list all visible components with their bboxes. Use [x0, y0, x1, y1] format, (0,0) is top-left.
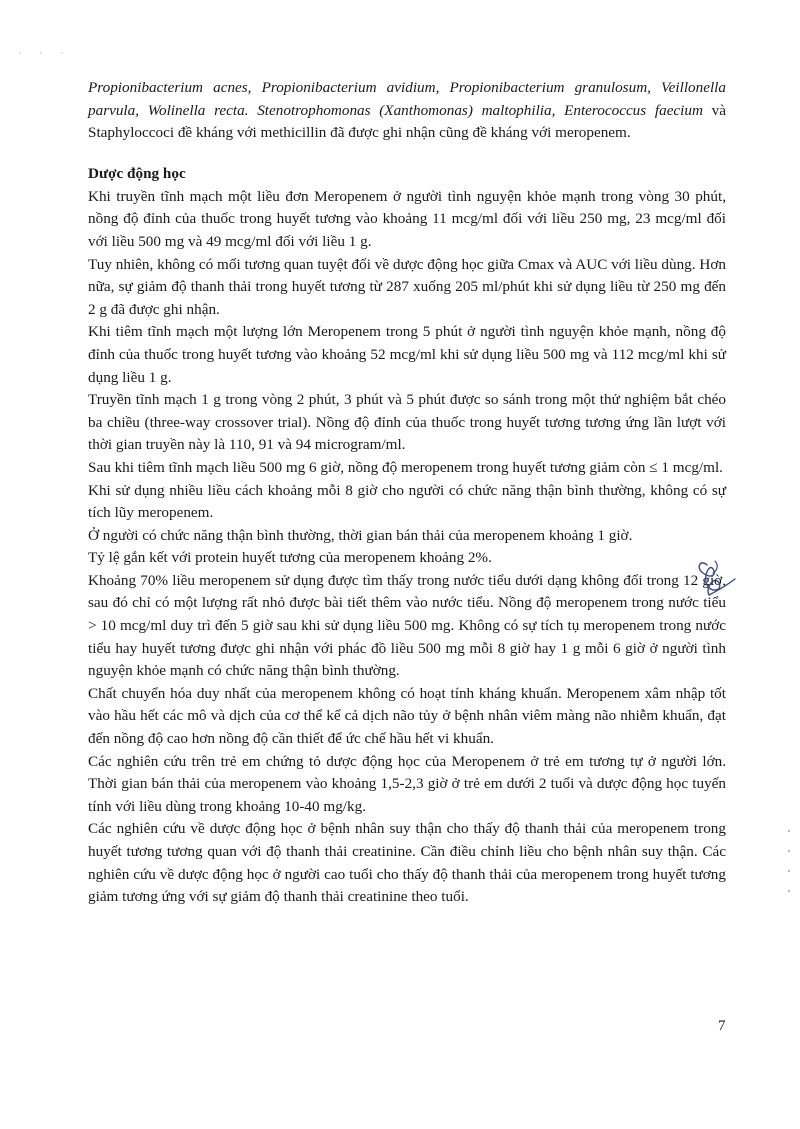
intro-paragraph — [88, 77, 726, 145]
section-heading-pharmacokinetics: Dược động học — [88, 164, 186, 182]
scan-artifact-marks-right — [786, 830, 792, 930]
paragraph-3: Khi tiêm tĩnh mạch một lượng lớn Meropenem trong 5 phút ở người tình nguyện khỏe mạnh, nồng độ đỉnh của thuốc trong huyết tương vào khoảng 52 mcg/ml khi sử dụng liều 500 mg và 112 mcg/ml khi sử dụng liều 1 g. — [88, 323, 726, 386]
paragraph-9: Khoảng 70% liều meropenem sử dụng được tìm thấy trong nước tiểu dưới dạng không đổi trong 12 giờ, sau đó chỉ có một lượng rất nhỏ được bài tiết thêm vào nước tiểu. Nồng độ meropenem trong nước tiểu > 10 mcg/ml duy trì đến 5 giờ sau khi sử dụng liều 500 mg. Không có sự tích tụ meropenem trong nước tiểu hay huyết tương được ghi nhận với phác đồ liều 500 mg mỗi 8 giờ hay 1 g mỗi 6 giờ ở người tình nguyện khỏe mạnh có chức năng thận bình thường. — [88, 571, 726, 680]
paragraph-1: Khi truyền tĩnh mạch một liều đơn Meropenem ở người tình nguyện khỏe mạnh trong vòng 30 phút, nồng độ đỉnh của thuốc trong huyết tương vào khoảng 11 mcg/ml đối với liều 250 mg, 23 mcg/ml đối với liều 500 mg và 49 mcg/ml đối với liều 1 g. — [88, 187, 726, 250]
paragraph-5: Sau khi tiêm tĩnh mạch liều 500 mg 6 giờ, nồng độ meropenem trong huyết tương giảm còn ≤ 1 mcg/ml. — [88, 458, 723, 476]
paragraph-2: Tuy nhiên, không có mối tương quan tuyệt đối về dược động học giữa Cmax và AUC với liều dùng. Hơn nữa, sự giảm độ thanh thải trong huyết tương từ 287 xuống 205 ml/phút khi sử dụng liều từ 250 mg đến 2 g đã được ghi nhận. — [88, 255, 726, 318]
paragraph-6: Khi sử dụng nhiều liều cách khoảng mỗi 8 giờ cho người có chức năng thận bình thường, không có sự tích lũy meropenem. — [88, 481, 726, 522]
intro-normal-text: và Staphyloccoci đề kháng với methicillin đã được ghi nhận cũng đề kháng với meropenem. — [88, 101, 726, 142]
paragraph-8: Tỷ lệ gắn kết với protein huyết tương của meropenem khoảng 2%. — [88, 549, 492, 567]
scan-artifact-marks: · · · — [18, 48, 72, 58]
document-page-content — [88, 77, 726, 909]
paragraph-7: Ở người có chức năng thận bình thường, thời gian bán thải của meropenem khoảng 1 giờ. — [88, 526, 633, 544]
paragraph-10: Chất chuyển hóa duy nhất của meropenem không có hoạt tính kháng khuẩn. Meropenem xâm nhập tốt vào hầu hết các mô và dịch của cơ thể kể cả dịch não tủy ở bệnh nhân viêm màng não nhiễm khuẩn, đạt đến nồng độ cao hơn nồng độ cần thiết để ức chế hầu hết vi khuẩn. — [88, 684, 726, 748]
paragraph-4: Truyền tĩnh mạch 1 g trong vòng 2 phút, 3 phút và 5 phút được so sánh trong một thử nghiệm bắt chéo ba chiều (three-way crossover trial). Nồng độ đỉnh của thuốc trong huyết tương tương ứng lần lượt với thời gian truyền này là 110, 91 và 94 microgram/ml. — [88, 391, 726, 454]
intro-italic-text: Propionibacterium acnes, Propionibacterium avidium, Propionibacterium granulosum, Veillonella parvula, Wolinella recta. Stenotrophomonas (Xanthomonas) maltophilia, Enterococcus faecium — [88, 79, 726, 119]
page-number: 7 — [718, 1018, 726, 1034]
signature-icon — [693, 557, 738, 599]
paragraph-11: Các nghiên cứu trên trẻ em chứng tỏ dược động học của Meropenem ở trẻ em tương tự ở người lớn. Thời gian bán thải của meropenem vào khoảng 1,5-2,3 giờ ở trẻ em dưới 2 tuổi và dược động học tuyến tính với liều dùng trong khoảng 10-40 mg/kg. — [88, 752, 726, 815]
paragraph-12: Các nghiên cứu về dược động học ở bệnh nhân suy thận cho thấy độ thanh thải của meropenem trong huyết tương tương quan với độ thanh thải creatinine. Cần điều chỉnh liều cho bệnh nhân suy thận. Các nghiên cứu về dược động học ở người cao tuổi cho thấy độ thanh thải của meropenem trong huyết tương giảm tương ứng với sự giảm độ thanh thải creatinine theo tuổi. — [88, 820, 726, 906]
